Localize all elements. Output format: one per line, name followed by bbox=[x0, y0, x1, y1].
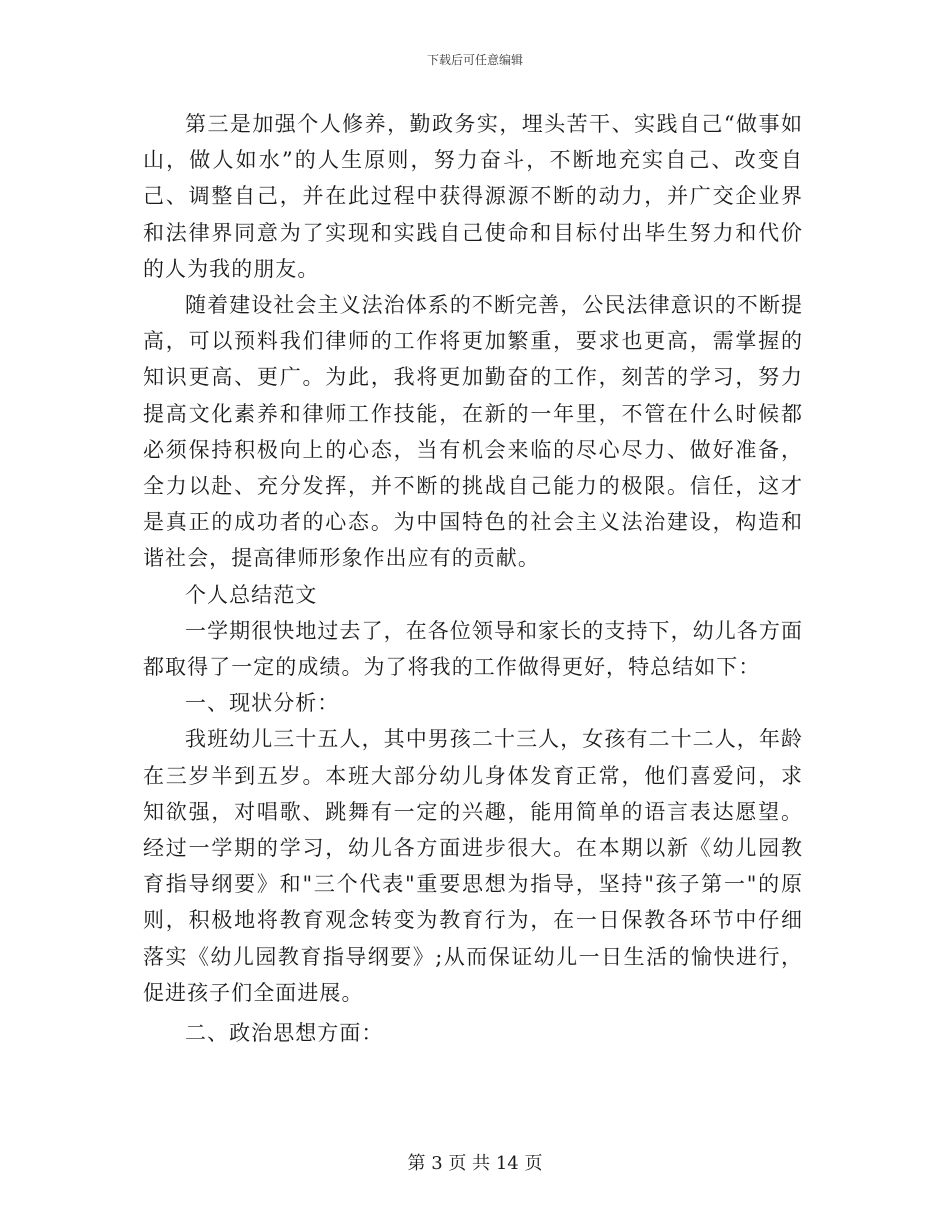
paragraph-semester-intro: 一学期很快地过去了，在各位领导和家长的支持下，幼儿各方面都取得了一定的成绩。为了将我的工作做得更好，特总结如下： bbox=[143, 618, 803, 680]
heading-political-thought: 二、政治思想方面： bbox=[185, 1021, 384, 1046]
document-body bbox=[143, 106, 803, 1051]
heading-current-analysis: 一、现状分析： bbox=[185, 691, 340, 716]
page-number-footer: 第 3 页 共 14 页 bbox=[407, 1153, 543, 1174]
paragraph-rule-of-law: 随着建设社会主义法治体系的不断完善，公民法律意识的不断提高，可以预料我们律师的工作将更加繁重，要求也更高，需掌握的知识更高、更广。为此，我将更加勤奋的工作，刻苦的学习，努力提高文化素养和律师工作技能，在新的一年里，不管在什么时候都必须保持积极向上的心态，当有机会来临的尽心尽力、做好准备，全力以赴、充分发挥，并不断的挑战自己能力的极限。信任，这才是真正的成功者的心态。为中国特色的社会主义法治建设，构造和谐社会，提高律师形象作出应有的贡献。 bbox=[143, 293, 803, 571]
paragraph-self-cultivation: 第三是加强个人修养，勤政务实，埋头苦干、实践自己“做事如山，做人如水”的人生原则，努力奋斗，不断地充实自己、改变自己、调整自己，并在此过程中获得源源不断的动力，并广交企业界和法律界同意为了实现和实践自己使命和目标付出毕生努力和代价的人为我的朋友。 bbox=[143, 112, 803, 281]
page-header: 下载后可任意编辑 bbox=[426, 53, 523, 67]
section-title-personal-summary: 个人总结范文 bbox=[185, 582, 318, 607]
paragraph-class-analysis: 我班幼儿三十五人，其中男孩二十三人，女孩有二十二人，年龄在三岁半到五岁。本班大部分幼儿身体发育正常，他们喜爱问，求知欲强，对唱歌、跳舞有一定的兴趣，能用简单的语言表达愿望。经过一学期的学习，幼儿各方面进步很大。在本期以新《幼儿园教育指导纲要》和"三个代表"重要思想为指导，坚持"孩子第一"的原则，积极地将教育观念转变为教育行为，在一日保教各环节中仔细落实《幼儿园教育指导纲要》;从而保证幼儿一日生活的愉快进行，促进孩子们全面进展。 bbox=[143, 727, 803, 1005]
